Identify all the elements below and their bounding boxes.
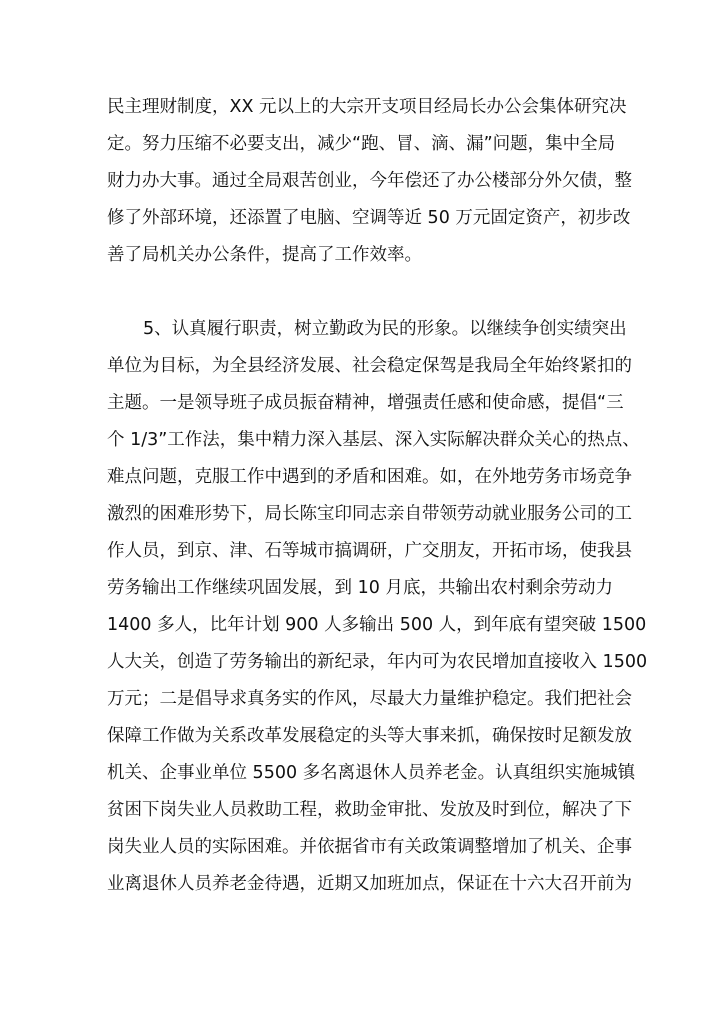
paragraph-2-line-16: 业离退休人员养老金待遇，近期又加班加点，保证在十六大召开前为 xyxy=(107,874,632,894)
paragraph-2-line-9: 1400 多人，比年计划 900 人多输出 500 人，到年底有望突破 1500 xyxy=(107,615,647,635)
paragraph-2-line-13: 机关、企事业单位 5500 多名离退休人员养老金。认真组织实施城镇 xyxy=(107,763,636,783)
paragraph-2-line-2: 单位为目标，为全县经济发展、社会稳定保驾是我局全年始终紧扣的 xyxy=(107,356,632,376)
paragraph-2-line-15: 岗失业人员的实际困难。并依据省市有关政策调整增加了机关、企事 xyxy=(107,837,632,857)
paragraph-2-line-12: 保障工作做为关系改革发展稳定的头等大事来抓，确保按时足额发放 xyxy=(107,726,632,746)
paragraph-2-line-8: 劳务输出工作继续巩固发展，到 10 月底，共输出农村剩余劳动力 xyxy=(107,578,613,598)
paragraph-2-line-6: 激烈的困难形势下，局长陈宝印同志亲自带领劳动就业服务公司的工 xyxy=(107,504,632,524)
paragraph-2-line-10: 人大关，创造了劳务输出的新纪录，年内可为农民增加直接收入 1500 xyxy=(107,652,648,672)
paragraph-1-line-3: 财力办大事。通过全局艰苦创业，今年偿还了办公楼部分外欠债，整 xyxy=(107,171,632,191)
paragraph-2-line-4: 个 1/3”工作法，集中精力深入基层、深入实际解决群众关心的热点、 xyxy=(107,430,640,450)
paragraph-2-line-1: 5、认真履行职责，树立勤政为民的形象。以继续争创实绩突出 xyxy=(143,319,627,339)
paragraph-2-line-3: 主题。一是领导班子成员振奋精神，增强责任感和使命感，提倡“三 xyxy=(107,393,624,413)
paragraph-2-line-14: 贫困下岗失业人员救助工程，救助金审批、发放及时到位，解决了下 xyxy=(107,800,632,820)
paragraph-2-line-5: 难点问题，克服工作中遇到的矛盾和困难。如，在外地劳务市场竞争 xyxy=(107,467,632,487)
paragraph-1-line-5: 善了局机关办公条件，提高了工作效率。 xyxy=(107,245,422,265)
paragraph-2-line-11: 万元；二是倡导求真务实的作风，尽最大力量维护稳定。我们把社会 xyxy=(107,689,632,709)
paragraph-2-line-7: 作人员，到京、津、石等城市搞调研，广交朋友，开拓市场，使我县 xyxy=(107,541,632,561)
paragraph-1-line-4: 修了外部环境，还添置了电脑、空调等近 50 万元固定资产，初步改 xyxy=(107,208,631,228)
paragraph-1-line-1: 民主理财制度，XX 元以上的大宗开支项目经局长办公会集体研究决 xyxy=(107,97,627,117)
paragraph-1-line-2: 定。努力压缩不必要支出，减少“跑、冒、滴、漏”问题，集中全局 xyxy=(107,134,616,154)
